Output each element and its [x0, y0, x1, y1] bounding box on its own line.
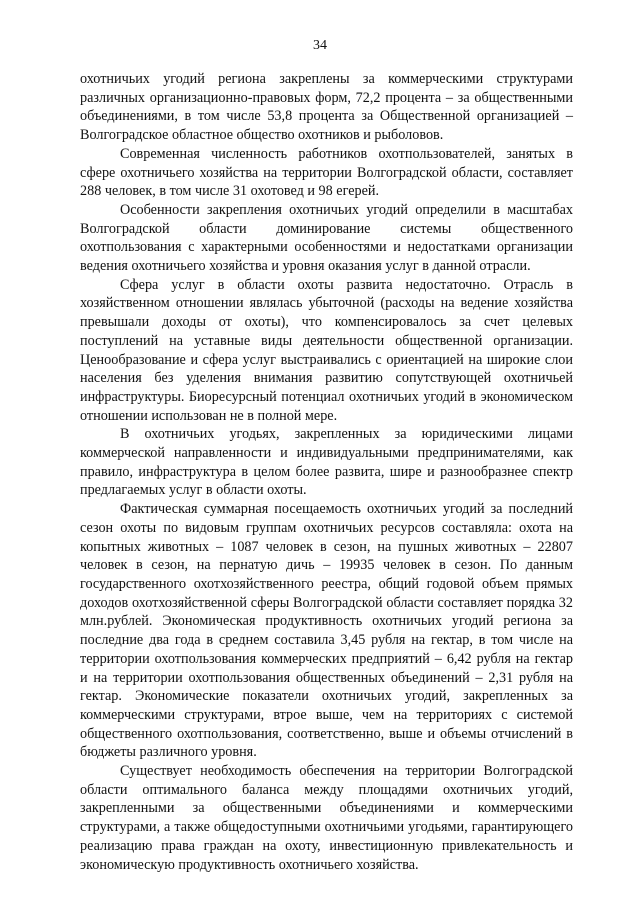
paragraph-continuation: охотничьих угодий региона закреплены за коммерческими структурами различных организационно-правовых форм, 72,2 процента – за общественными объединениями, в том числе 53,8 процента за Общественной организацией – Волгоградское областное общество охотников и рыболовов.: [80, 71, 573, 144]
page-number: 34: [313, 38, 327, 53]
paragraph-public-hunting-use: Особенности закрепления охотничьих угодий определили в масштабах Волгоградской области доминирование системы общественного охотпользования с характерными особенностями и недостатками организации ведения охотничьего хозяйства и уровня оказания услуг в данной отрасли.: [80, 201, 573, 275]
paragraph-services: Сфера услуг в области охоты развита недостаточно. Отрасль в хозяйственном отношении являлась убыточной (расходы на ведение хозяйства превышали доходы от охоты), что компенсировалось за счет целевых поступлений на уставные виды деятельности общественной организации. Ценообразование и сфера услуг выстраивались с ориентацией на широкие слои населения без уделения внимания развитию сопутствующей охотничьей инфраструктуры. Биоресурсный потенциал охотничьих угодий в экономическом отношении использован не в полной мере.: [80, 276, 573, 424]
paragraph-balance-need: Существует необходимость обеспечения на территории Волгоградской области оптимального баланса между площадями охотничьих угодий, закрепленными за общественными объединениями и коммерческими структурами, а также общедоступными охотничьими угодьями, гарантирующего реализацию права граждан на охоту, инвестиционную привлекательность и экономическую продуктивность охотничьего хозяйства.: [80, 763, 573, 873]
paragraph-commercial-grounds: В охотничьих угодьях, закрепленных за юридическими лицами коммерческой направленности и индивидуальными предпринимателями, как правило, инфраструктура в целом более развита, шире и разнообразнее спектр предлагаемых услуг в области охоты.: [80, 426, 573, 499]
paragraph-workforce: Современная численность работников охотпользователей, занятых в сфере охотничьего хозяйства на территории Волгоградской области, составляет 288 человек, в том числе 31 охотовед и 98 егерей.: [80, 145, 573, 200]
body-text: [80, 70, 573, 874]
paragraph-attendance-economics: Фактическая суммарная посещаемость охотничьих угодий за последний сезон охоты по видовым группам охотничьих ресурсов составляла: охота на копытных животных – 1087 человек в сезон, на пушных животных – 22807 человек в сезон, на пернатую дичь – 19935 человек в сезон. По данным государственного охотхозяйственного реестра, общий годовой объем прямых доходов охотхозяйственной сферы Волгоградской области составляет порядка 32 млн.рублей. Экономическая продуктивность охотничьих угодий региона за последние два года в среднем составила 3,45 рубля на гектар, в том числе на территории охотпользования коммерческих предприятий – 6,42 рубля на гектар и на территории охотпользования общественных объединений – 2,31 рубля на гектар. Экономические показатели охотничьих угодий, закрепленных за коммерческими структурами, втрое выше, чем на территориях с системой общественного охотпользования, соответственно, выше и объемы отчислений в бюджеты различного уровня.: [80, 501, 573, 761]
